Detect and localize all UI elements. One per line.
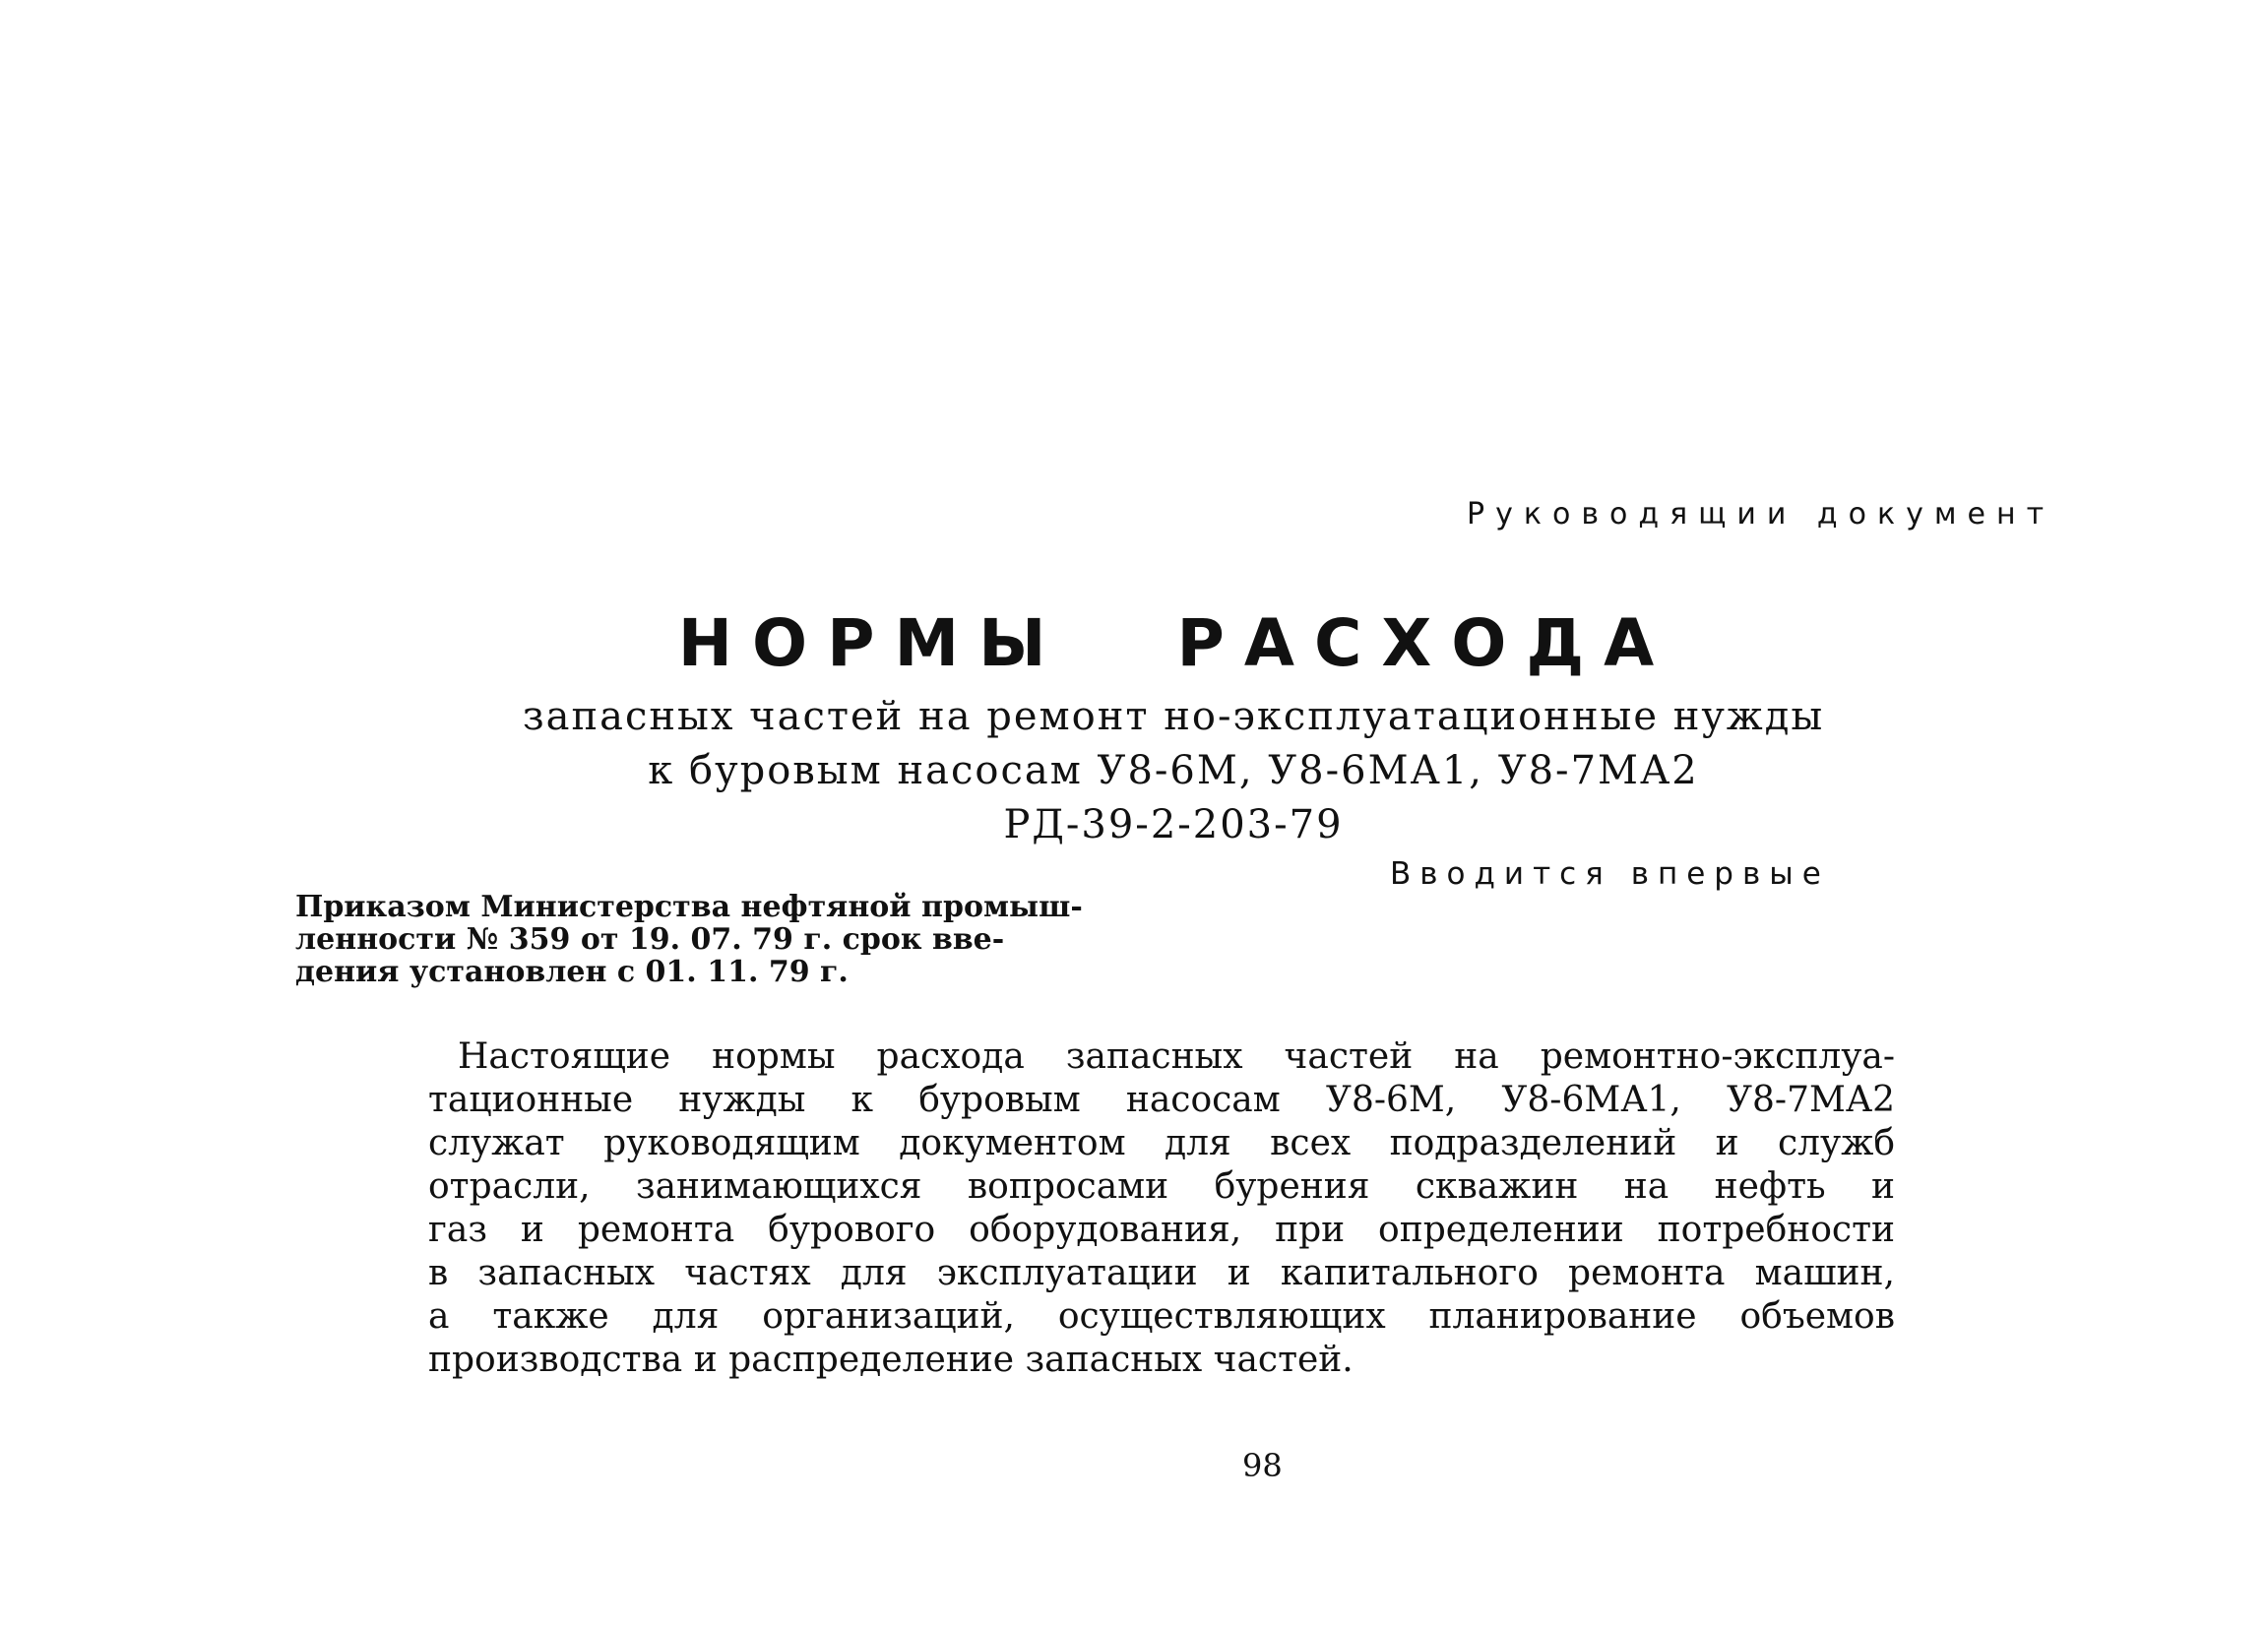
body-line: служат руководящим документом для всех подразделений и служб — [428, 1123, 1895, 1163]
document-type: Руководящии документ — [1467, 497, 2055, 532]
order-reference — [295, 891, 1152, 988]
subtitle-line: запасных частей на ремонт но-эксплуатационные нужды — [522, 694, 1825, 739]
intro-note: Вводится впервые — [1390, 856, 1830, 892]
subtitle-line: к буровым насосам У8-6М, У8-6МА1, У8-7МА2 — [648, 748, 1699, 793]
order-line: дения установлен с 01. 11. 79 г. — [295, 955, 849, 989]
body-line: газ и ремонта бурового оборудования, при определении потребности — [428, 1210, 1895, 1250]
body-line: отрасли, занимающихся вопросами бурения скважин на нефть и — [428, 1166, 1895, 1207]
body-line: тационные нужды к буровым насосам У8-6М, У8-6МА1, У8-7МА2 — [428, 1080, 1895, 1120]
page-title: НОРМЫ РАСХОДА — [677, 605, 1674, 681]
body-line: в запасных частях для эксплуатации и капитального ремонта машин, — [428, 1253, 1895, 1293]
body-line: а также для организаций, осуществляющих планирование объемов — [428, 1296, 1895, 1337]
page-number: 98 — [1242, 1447, 1283, 1484]
document-code: РД-39-2-203-79 — [1003, 802, 1344, 847]
body-line: производства и распределение запасных частей. — [428, 1340, 1354, 1380]
order-line: ленности № 359 от 19. 07. 79 г. срок вве- — [295, 922, 1005, 957]
body-line: Настоящие нормы расхода запасных частей на ремонтно-эксплуа- — [458, 1036, 1895, 1077]
order-line: Приказом Министерства нефтяной промыш- — [295, 890, 1083, 924]
body-paragraph — [428, 1035, 1895, 1382]
